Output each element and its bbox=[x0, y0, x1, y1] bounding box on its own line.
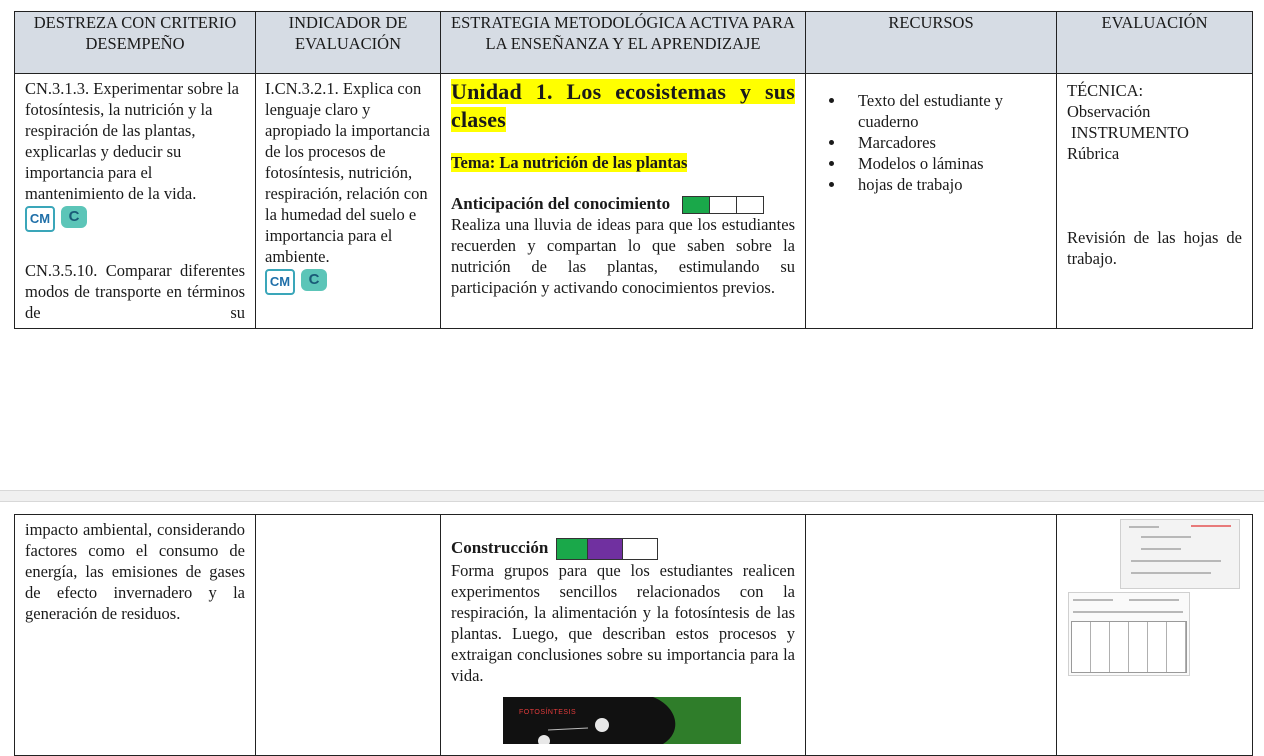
construction-heading bbox=[451, 537, 795, 560]
theme-line bbox=[451, 152, 795, 173]
anticipation-title: Anticipación del conocimiento bbox=[451, 194, 671, 213]
thumb-line bbox=[1073, 599, 1113, 601]
cm-tag-icon: CM bbox=[25, 206, 55, 232]
header-recursos: RECURSOS bbox=[806, 12, 1057, 74]
anticipation-progress-bar bbox=[682, 196, 764, 214]
eval-observacion: Observación bbox=[1067, 102, 1151, 121]
construction-text: Forma grupos para que los estudiantes realicen experimentos sencillos relacionados con la respiración, la alimentación y la fotosíntesis de las plantas. Luego, que describan estos procesos y extraigan conclusiones sobre su importancia para la vida. bbox=[451, 561, 795, 686]
rubric-grid bbox=[1071, 621, 1187, 673]
c-tag-icon: C bbox=[301, 269, 327, 291]
lesson-plan-table-page-1 bbox=[14, 11, 1253, 329]
photosynthesis-figure bbox=[503, 697, 741, 744]
list-item: • hojas de trabajo bbox=[846, 174, 1056, 195]
bar-segment-empty bbox=[737, 197, 763, 213]
destreza-text-2: CN.3.5.10. Comparar diferentes modos de transporte en términos de su bbox=[25, 261, 245, 322]
eval-instrumento-label: INSTRUMENTO bbox=[1071, 123, 1189, 142]
table-row bbox=[15, 74, 1253, 329]
eval-revision: Revisión de las hojas de trabajo. bbox=[1067, 228, 1242, 268]
anticipation-text: Realiza una lluvia de ideas para que los estudiantes recuerden y compartan lo que saben sobre la nutrición de las plantas, estimulando su participación y activando conocimientos previos. bbox=[451, 215, 795, 298]
thumb-line bbox=[1191, 525, 1231, 527]
construction-progress-bar bbox=[556, 538, 658, 560]
unit-title: Unidad 1. Los ecosistemas y sus clases bbox=[451, 79, 795, 132]
figure-title: FOTOSÍNTESIS bbox=[519, 709, 577, 716]
thumb-line bbox=[1131, 572, 1211, 574]
estrategia-cell bbox=[441, 74, 806, 329]
thumb-line bbox=[1141, 536, 1191, 538]
destreza-cell bbox=[15, 515, 256, 756]
rubric-thumbnail-icon bbox=[1068, 592, 1190, 676]
bar-segment-filled bbox=[557, 539, 588, 559]
header-indicador: INDICADOR DE EVALUACIÓN bbox=[256, 12, 441, 74]
resources-list bbox=[806, 74, 1056, 195]
recursos-cell bbox=[806, 74, 1057, 329]
page-gap-shade bbox=[0, 491, 1264, 501]
bar-segment-empty bbox=[623, 539, 657, 559]
thumb-line bbox=[1141, 548, 1181, 550]
bar-segment-empty bbox=[710, 197, 737, 213]
indicador-text: I.CN.3.2.1. Explica con lenguaje claro y apropiado la importancia de los procesos de fotosíntesis, nutrición, respiración, relación con la humedad del suelo e importancia para el ambiente. bbox=[265, 79, 430, 266]
header-destreza: DESTREZA CON CRITERIO DESEMPEÑO bbox=[15, 12, 256, 74]
page-gap-line bbox=[0, 501, 1264, 502]
tag-row bbox=[25, 206, 245, 232]
cm-tag-icon: CM bbox=[265, 269, 295, 295]
molecule-icon bbox=[595, 718, 609, 732]
theme-title: Tema: La nutrición de las plantas bbox=[451, 153, 688, 172]
recursos-cell-empty bbox=[806, 515, 1057, 756]
destreza-text-1: CN.3.1.3. Experimentar sobre la fotosíntesis, la nutrición y la respiración de las plantas, explicarlas y deducir su importancia para el mantenimiento de la vida. bbox=[25, 79, 239, 203]
figure-drawing bbox=[503, 697, 741, 744]
construction-title: Construcción bbox=[451, 538, 549, 557]
thumb-line bbox=[1129, 599, 1179, 601]
destreza-cell bbox=[15, 74, 256, 329]
thumb-line bbox=[1131, 560, 1221, 562]
bar-segment-filled bbox=[588, 539, 623, 559]
arrow-line bbox=[548, 728, 588, 730]
table-header-row bbox=[15, 12, 1253, 74]
indicador-cell bbox=[256, 74, 441, 329]
eval-rubrica: Rúbrica bbox=[1067, 144, 1120, 163]
anticipation-heading bbox=[451, 193, 795, 214]
bar-segment-filled bbox=[683, 197, 710, 213]
thumb-line bbox=[1073, 611, 1183, 613]
list-item: • Marcadores bbox=[846, 132, 1056, 153]
destreza-continued-text: impacto ambiental, considerando factores como el consumo de energía, las emisiones de gases de efecto invernadero y la generación de residuos. bbox=[25, 520, 245, 623]
eval-tecnica-label: TÉCNICA: bbox=[1067, 81, 1144, 100]
tag-row bbox=[265, 269, 432, 295]
indicador-cell-empty bbox=[256, 515, 441, 756]
list-item: • Modelos o láminas bbox=[846, 153, 1056, 174]
header-evaluacion: EVALUACIÓN bbox=[1057, 12, 1253, 74]
molecule-icon bbox=[538, 735, 550, 744]
list-item: • Texto del estudiante y cuaderno bbox=[846, 90, 1056, 132]
c-tag-icon: C bbox=[61, 206, 87, 228]
worksheet-thumbnail-icon bbox=[1120, 519, 1240, 589]
evaluacion-cell bbox=[1057, 74, 1253, 329]
leaf-shape bbox=[653, 697, 741, 744]
thumb-line bbox=[1129, 526, 1159, 528]
header-estrategia: ESTRATEGIA METODOLÓGICA ACTIVA PARA LA ENSEÑANZA Y EL APRENDIZAJE bbox=[441, 12, 806, 74]
